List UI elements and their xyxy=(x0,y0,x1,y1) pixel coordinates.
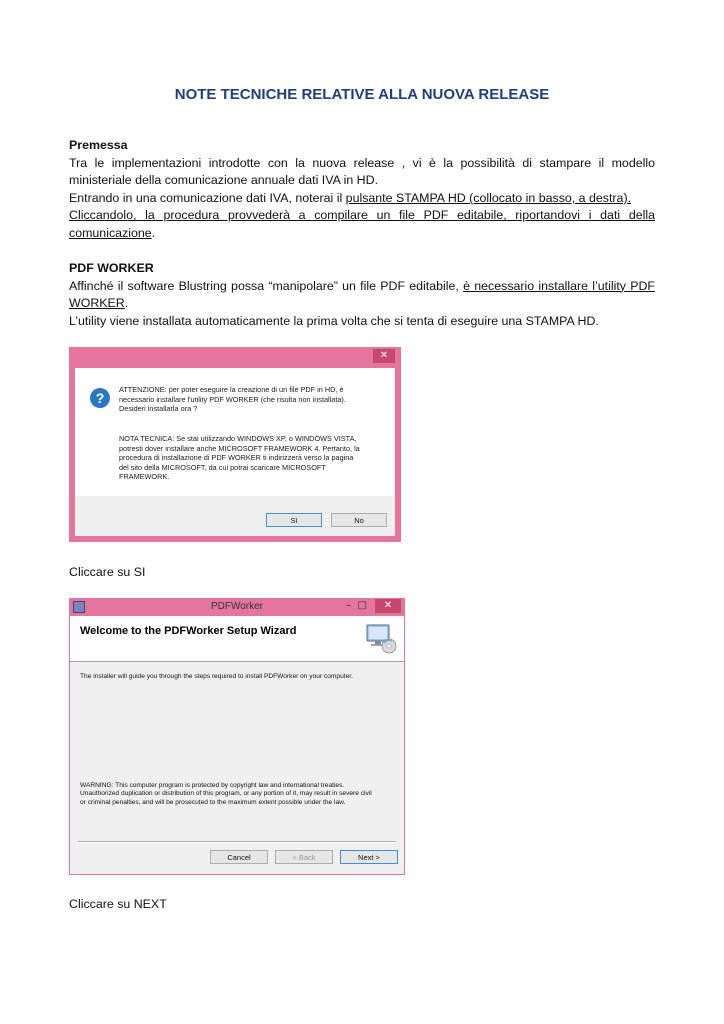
page-title: NOTE TECNICHE RELATIVE ALLA NUOVA RELEASE xyxy=(174,86,550,103)
premessa-paragraph-1-line-2: ministeriale della comunicazione annuale dati IVA in HD. xyxy=(69,173,379,188)
install-utility-reference: è necessario installare l’utility PDF WORKER xyxy=(69,278,656,311)
maximize-icon[interactable]: □ xyxy=(357,600,367,611)
no-button[interactable]: No xyxy=(331,513,387,527)
yes-button[interactable]: Sì xyxy=(266,513,322,527)
premessa-p3-suffix: . xyxy=(151,225,156,240)
wizard-titlebar xyxy=(69,598,405,616)
pdfworker-p1-text: Affinché il software Blustring possa “manipolare” un file PDF editabile, xyxy=(69,278,464,293)
dialog-body xyxy=(75,368,395,496)
footer-separator xyxy=(78,841,396,843)
cancel-button[interactable]: Cancel xyxy=(210,850,268,864)
dialog-titlebar xyxy=(69,347,401,367)
premessa-heading: Premessa xyxy=(69,138,128,152)
wizard-header xyxy=(70,616,404,662)
wizard-intro-text: The installer will guide you through the steps required to install PDFWorker on your computer. xyxy=(80,673,353,680)
pdfworker-paragraph-1 xyxy=(69,278,655,313)
premessa-paragraph-3 xyxy=(69,207,655,242)
computer-setup-icon xyxy=(364,622,398,654)
install-prompt-dialog xyxy=(69,347,401,542)
question-icon: ? xyxy=(90,388,110,408)
back-button[interactable]: < Back xyxy=(275,850,333,864)
minimize-icon[interactable]: – xyxy=(346,600,351,611)
dialog-technical-note: NOTA TECNICA: Se stai utilizzando WINDOWS XP, o WINDOWS VISTA, potresti dover installare anche MICROSOFT FRAMEWORK 4. Pertanto, la procedura di installazione di PDF WORKER ti indirizzerà verso la pagina del sito della MICROSOFT, da cui potrai scaricare MICROSOFT FRAMEWORK. xyxy=(119,434,360,481)
next-button[interactable]: Next > xyxy=(340,850,398,864)
pdfworker-section xyxy=(69,260,655,330)
premessa-paragraph-2 xyxy=(69,190,655,208)
dialog-footer xyxy=(75,496,395,536)
premessa-section xyxy=(69,137,655,243)
close-icon[interactable]: ✕ xyxy=(375,599,401,613)
procedura-reference: Cliccandolo, la procedura provvederà a compilare un file PDF editabile, riportandovi i dati della comunicazione xyxy=(69,208,655,240)
pdfworker-p1-suffix: . xyxy=(124,296,129,311)
copyright-warning: WARNING: This computer program is protected by copyright law and international treaties. Unauthorized duplication or distribution of this program, or any portion of it, may result in severe civil or criminal penalties, and will be prosecuted to the maximum extent possible under the law. xyxy=(80,782,372,806)
window-title: PDFWorker xyxy=(210,601,264,612)
premessa-paragraph-1-line-1: Tra le implementazioni introdotte con la nuova release , vi è la possibilità di stampare il modello xyxy=(69,155,655,170)
caption-1: Cliccare su SI xyxy=(69,565,146,579)
wizard-content xyxy=(70,662,404,874)
setup-wizard-window xyxy=(69,598,405,875)
stampa-hd-reference: pulsante STAMPA HD (collocato in basso, a destra). xyxy=(345,190,632,205)
caption-2: Cliccare su NEXT xyxy=(69,897,167,911)
pdfworker-heading: PDF WORKER xyxy=(69,261,154,275)
pdfworker-paragraph-2: L’utility viene installata automaticamente la prima volta che si tenta di eseguire una STAMPA HD. xyxy=(69,313,599,328)
dialog-message: ATTENZIONE: per poter eseguire la creazione di un file PDF in HD, è necessario installare l'utility PDF WORKER (che risulta non installata). Desideri installarla ora ? xyxy=(119,385,346,413)
close-icon[interactable]: ✕ xyxy=(373,349,395,363)
premessa-p2-text: Entrando in una comunicazione dati IVA, noterai il xyxy=(69,190,346,205)
wizard-heading: Welcome to the PDFWorker Setup Wizard xyxy=(80,625,297,637)
